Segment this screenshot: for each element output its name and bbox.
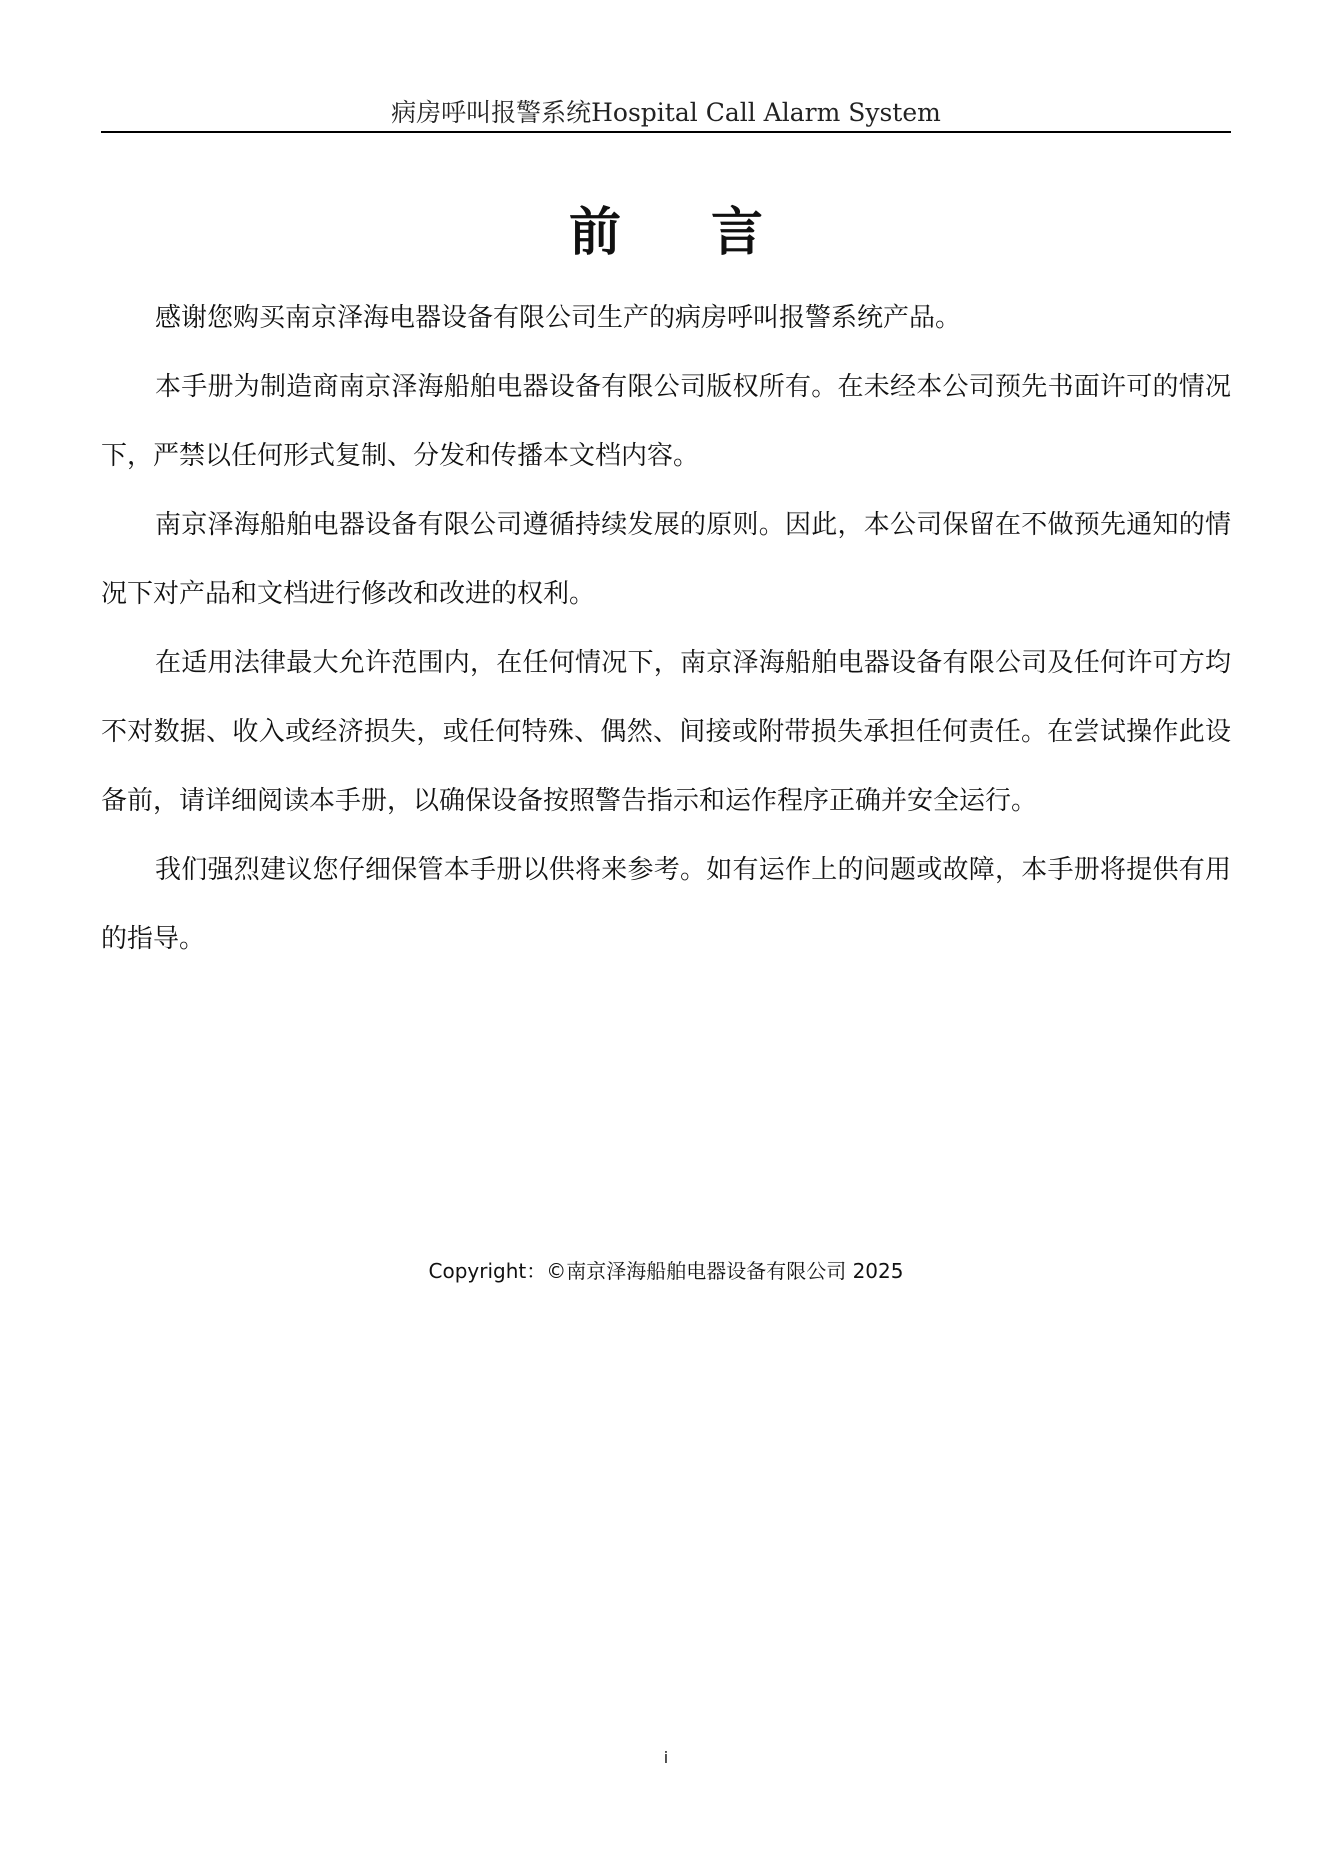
title-char-2: 言 xyxy=(711,203,764,263)
preface-paragraph-4: 在适用法律最大允许范围内，在任何情况下，南京泽海船舶电器设备有限公司及任何许可方均不对数据、收入或经济损失，或任何特殊、偶然、间接或附带损失承担任何责任。在尝试操作此设备前，请详细阅读本手册，以确保设备按照警告指示和运作程序正确并安全运行。 xyxy=(101,648,1231,816)
preface-paragraph-1: 感谢您购买南京泽海电器设备有限公司生产的病房呼叫报警系统产品。 xyxy=(155,303,962,333)
preface-paragraph-3: 南京泽海船舶电器设备有限公司遵循持续发展的原则。因此，本公司保留在不做预先通知的情况下对产品和文档进行修改和改进的权利。 xyxy=(101,510,1231,609)
preface-paragraph-2: 本手册为制造商南京泽海船舶电器设备有限公司版权所有。在未经本公司预先书面许可的情况下，严禁以任何形式复制、分发和传播本文档内容。 xyxy=(101,372,1231,471)
page-title xyxy=(101,198,1231,268)
page-number: i xyxy=(663,1748,669,1767)
header-divider xyxy=(101,131,1231,133)
preface-body xyxy=(101,284,1231,974)
title-char-1: 前 xyxy=(568,203,621,263)
copyright-notice: Copyright：©南京泽海船舶电器设备有限公司 2025 xyxy=(428,1259,904,1283)
preface-paragraph-5: 我们强烈建议您仔细保管本手册以供将来参考。如有运作上的问题或故障，本手册将提供有用的指导。 xyxy=(101,855,1231,954)
running-header: 病房呼叫报警系统Hospital Call Alarm System xyxy=(391,98,941,127)
